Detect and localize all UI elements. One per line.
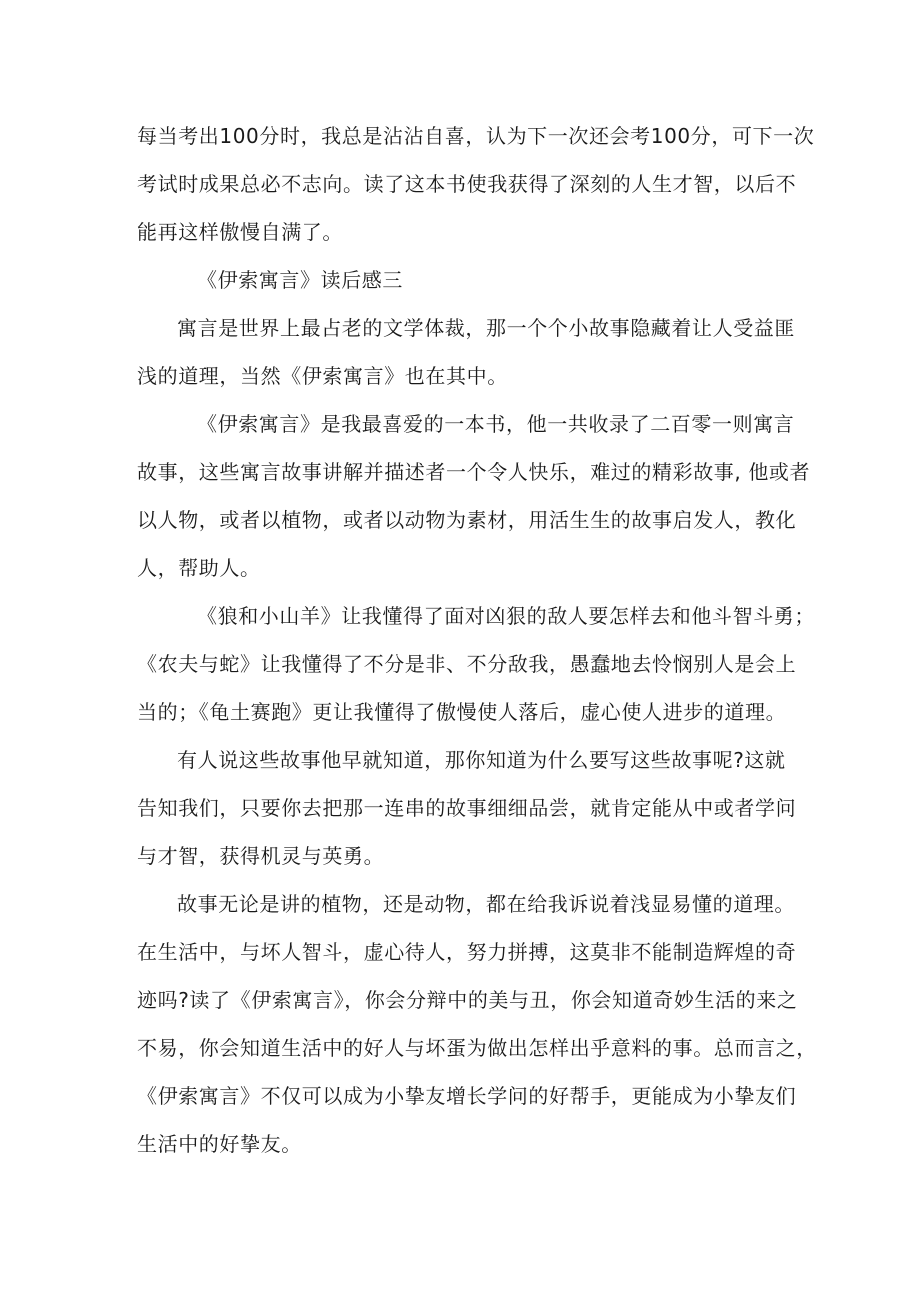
text-line: 有人说这些故事他早就知道，那你知道为什么要写这些故事呢?这就 — [177, 748, 786, 772]
text-line: 寓言是世界上最占老的文学体裁，那一个个小故事隐藏着让人受益匪 — [177, 316, 795, 340]
text-line: 《伊索寓言》不仅可以成为小挚友增长学问的好帮手，更能成为小挚友们 — [137, 1084, 797, 1108]
text-line: 生活中的好挚友。 — [137, 1132, 302, 1156]
text-line: 每当考出100分时，我总是沾沾自喜，认为下一次还会考100分，可下一次 — [137, 124, 815, 148]
text-line: 能再这样傲慢自满了。 — [137, 220, 343, 244]
text-line: 当的；《龟土赛跑》更让我懂得了傲慢使人落后，虚心使人进步的道理。 — [137, 700, 787, 724]
text-line: 人，帮助人。 — [137, 556, 261, 580]
text-line: 故事无论是讲的植物，还是动物，都在给我诉说着浅显易懂的道理。 — [177, 892, 795, 916]
text-line: 《农夫与蛇》让我懂得了不分是非、不分敌我，愚蠢地去怜悯别人是会上 — [137, 652, 797, 676]
text-line: 以人物，或者以植物，或者以动物为素材，用活生生的故事启发人，教化 — [137, 508, 797, 532]
text-line: 与才智，获得机灵与英勇。 — [137, 844, 385, 868]
text-line: 迹吗?读了《伊索寓言》，你会分辩中的美与丑，你会知道奇妙生活的来之 — [137, 988, 798, 1012]
section-heading: 《伊索寓言》读后感三 — [197, 268, 403, 292]
text-line: 《伊索寓言》是我最喜爱的一本书，他一共收录了二百零一则寓言 — [197, 412, 795, 436]
text-line: 浅的道理，当然《伊索寓言》也在其中。 — [137, 364, 508, 388]
text-line: 故事，这些寓言故事讲解并描述者一个令人快乐，难过的精彩故事, 他或者 — [137, 460, 811, 484]
text-line: 在生活中，与坏人智斗，虚心待人，努力拼搏，这莫非不能制造辉煌的奇 — [137, 940, 797, 964]
text-line: 考试时成果总必不志向。读了这本书使我获得了深刻的人生才智，以后不 — [137, 172, 797, 196]
text-line: 不易，你会知道生活中的好人与坏蛋为做出怎样出乎意料的事。总而言之， — [137, 1036, 817, 1060]
text-line: 《狼和小山羊》让我懂得了面对凶狠的敌人要怎样去和他斗智斗勇； — [197, 604, 815, 628]
text-line: 告知我们，只要你去把那一连串的故事细细品尝，就肯定能从中或者学问 — [137, 796, 797, 820]
